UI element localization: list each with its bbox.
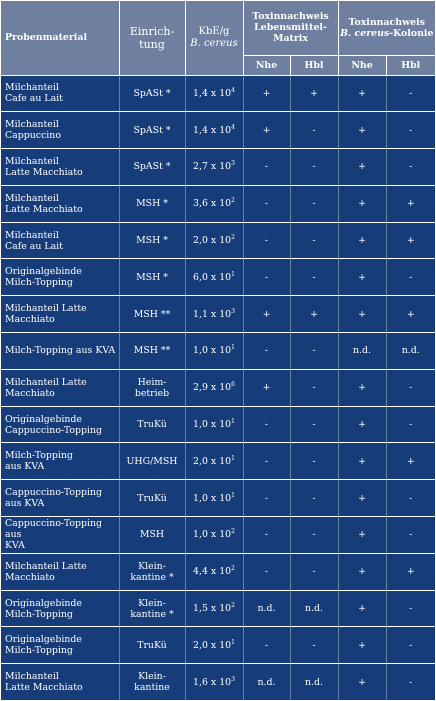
cell-matrix-hbl: - bbox=[290, 553, 338, 590]
cell-matrix-hbl: + bbox=[290, 296, 338, 333]
cell-matrix-nhe: - bbox=[243, 627, 290, 664]
cell-kbe: 4,4 x $10^2$ bbox=[185, 553, 243, 590]
cell-kbe: 1,1 x $10^3$ bbox=[185, 296, 243, 333]
header-einrichtung: Einrich- tung bbox=[119, 1, 185, 75]
cell-kolonie-hbl: n.d. bbox=[386, 333, 435, 370]
cell-probenmaterial: Milchanteil Latte Macchiato bbox=[1, 369, 119, 406]
cell-matrix-nhe: - bbox=[243, 517, 290, 554]
cell-kbe: 1,4 x $10^4$ bbox=[185, 75, 243, 112]
cell-kbe: 1,0 x $10^1$ bbox=[185, 333, 243, 370]
cell-kolonie-hbl: - bbox=[386, 664, 435, 701]
cell-probenmaterial: Milch-Topping aus KVA bbox=[1, 333, 119, 370]
cell-matrix-hbl: - bbox=[290, 333, 338, 370]
cell-matrix-nhe: - bbox=[243, 333, 290, 370]
table-row bbox=[1, 222, 435, 259]
table-row bbox=[1, 406, 435, 443]
cell-matrix-nhe: - bbox=[243, 185, 290, 222]
cell-kolonie-hbl: + bbox=[386, 553, 435, 590]
cell-probenmaterial: Originalgebinde Milch-Topping bbox=[1, 590, 119, 627]
cell-matrix-hbl: - bbox=[290, 112, 338, 149]
cell-einrichtung: SpASt * bbox=[119, 112, 185, 149]
header-kolonie-nhe: Nhe bbox=[338, 55, 386, 75]
cell-probenmaterial: Milchanteil Cafe au Lait bbox=[1, 222, 119, 259]
table-row bbox=[1, 369, 435, 406]
table-row bbox=[1, 480, 435, 517]
cell-probenmaterial: Milchanteil Cappuccino bbox=[1, 112, 119, 149]
cell-einrichtung: TruKü bbox=[119, 480, 185, 517]
cell-kolonie-hbl: - bbox=[386, 517, 435, 554]
cell-kolonie-hbl: - bbox=[386, 369, 435, 406]
cell-matrix-hbl: n.d. bbox=[290, 664, 338, 701]
table-row bbox=[1, 259, 435, 296]
header-kolonie-hbl: Hbl bbox=[386, 55, 435, 75]
cell-matrix-hbl: n.d. bbox=[290, 590, 338, 627]
cell-kolonie-nhe: + bbox=[338, 517, 386, 554]
table-row bbox=[1, 627, 435, 664]
table-header bbox=[1, 1, 435, 75]
header-toxin-matrix: Toxinnachweis Lebensmittel- Matrix bbox=[243, 1, 338, 55]
cell-kolonie-hbl: + bbox=[386, 222, 435, 259]
cell-kolonie-nhe: + bbox=[338, 259, 386, 296]
cell-kolonie-nhe: + bbox=[338, 149, 386, 186]
table-row bbox=[1, 590, 435, 627]
cell-matrix-hbl: - bbox=[290, 443, 338, 480]
cell-matrix-hbl: - bbox=[290, 480, 338, 517]
cell-kolonie-nhe: + bbox=[338, 480, 386, 517]
cell-matrix-nhe: + bbox=[243, 369, 290, 406]
cell-kbe: 1,0 x $10^2$ bbox=[185, 517, 243, 554]
cell-matrix-nhe: - bbox=[243, 480, 290, 517]
cell-probenmaterial: Milchanteil Latte Macchiato bbox=[1, 185, 119, 222]
cell-kolonie-nhe: + bbox=[338, 369, 386, 406]
cell-kolonie-nhe: + bbox=[338, 664, 386, 701]
results-table-container bbox=[0, 1, 436, 700]
cell-kbe: 1,0 x $10^1$ bbox=[185, 480, 243, 517]
cell-matrix-hbl: - bbox=[290, 149, 338, 186]
cell-matrix-hbl: - bbox=[290, 627, 338, 664]
header-matrix-hbl: Hbl bbox=[290, 55, 338, 75]
cell-kbe: 1,5 x $10^2$ bbox=[185, 590, 243, 627]
cell-matrix-nhe: - bbox=[243, 222, 290, 259]
cell-einrichtung: MSH ** bbox=[119, 296, 185, 333]
cell-kbe: 2,7 x $10^3$ bbox=[185, 149, 243, 186]
cell-matrix-hbl: - bbox=[290, 406, 338, 443]
cell-probenmaterial: Milchanteil Latte Macchiato bbox=[1, 296, 119, 333]
cell-matrix-nhe: - bbox=[243, 553, 290, 590]
cell-kbe: 2,0 x $10^2$ bbox=[185, 222, 243, 259]
cell-matrix-hbl: - bbox=[290, 185, 338, 222]
cell-einrichtung: TruKü bbox=[119, 406, 185, 443]
cell-kolonie-nhe: + bbox=[338, 627, 386, 664]
table-row bbox=[1, 664, 435, 701]
table-row bbox=[1, 553, 435, 590]
table-body bbox=[1, 75, 435, 701]
cell-einrichtung: Klein- kantine * bbox=[119, 590, 185, 627]
cell-einrichtung: MSH ** bbox=[119, 333, 185, 370]
table-row bbox=[1, 149, 435, 186]
table-row bbox=[1, 333, 435, 370]
cell-matrix-hbl: - bbox=[290, 369, 338, 406]
table-row bbox=[1, 296, 435, 333]
cell-kolonie-hbl: + bbox=[386, 443, 435, 480]
cell-matrix-nhe: - bbox=[243, 406, 290, 443]
cell-kolonie-nhe: n.d. bbox=[338, 333, 386, 370]
cell-kolonie-hbl: - bbox=[386, 480, 435, 517]
cell-matrix-nhe: - bbox=[243, 149, 290, 186]
header-kbe: KbE/g B. cereus bbox=[185, 1, 243, 75]
cell-matrix-hbl: - bbox=[290, 517, 338, 554]
cell-kbe: 3,6 x $10^2$ bbox=[185, 185, 243, 222]
cell-probenmaterial: Originalgebinde Cappuccino-Topping bbox=[1, 406, 119, 443]
cell-probenmaterial: Cappuccino-Topping aus KVA bbox=[1, 517, 119, 554]
cell-matrix-nhe: n.d. bbox=[243, 664, 290, 701]
header-matrix-nhe: Nhe bbox=[243, 55, 290, 75]
cell-probenmaterial: Milchanteil Latte Macchiato bbox=[1, 664, 119, 701]
cell-kbe: 6,0 x $10^1$ bbox=[185, 259, 243, 296]
cell-matrix-nhe: + bbox=[243, 296, 290, 333]
table-row bbox=[1, 75, 435, 112]
cell-matrix-nhe: + bbox=[243, 75, 290, 112]
cell-matrix-hbl: - bbox=[290, 222, 338, 259]
cell-matrix-hbl: - bbox=[290, 259, 338, 296]
table-row bbox=[1, 443, 435, 480]
cell-kbe: 2,0 x $10^1$ bbox=[185, 627, 243, 664]
cell-kolonie-hbl: - bbox=[386, 590, 435, 627]
cell-kolonie-hbl: - bbox=[386, 75, 435, 112]
cell-kbe: 2,9 x $10^6$ bbox=[185, 369, 243, 406]
cell-matrix-nhe: - bbox=[243, 443, 290, 480]
cell-probenmaterial: Originalgebinde Milch-Topping bbox=[1, 627, 119, 664]
cell-einrichtung: MSH * bbox=[119, 259, 185, 296]
cell-einrichtung: Klein- kantine bbox=[119, 664, 185, 701]
cell-matrix-nhe: n.d. bbox=[243, 590, 290, 627]
cell-matrix-nhe: - bbox=[243, 259, 290, 296]
cell-kolonie-nhe: + bbox=[338, 185, 386, 222]
cell-kolonie-nhe: + bbox=[338, 553, 386, 590]
table-row bbox=[1, 112, 435, 149]
cell-einrichtung: TruKü bbox=[119, 627, 185, 664]
cell-matrix-hbl: + bbox=[290, 75, 338, 112]
cell-einrichtung: MSH * bbox=[119, 185, 185, 222]
table-row bbox=[1, 517, 435, 554]
cell-einrichtung: Klein- kantine * bbox=[119, 553, 185, 590]
cell-kolonie-hbl: - bbox=[386, 627, 435, 664]
table-row bbox=[1, 185, 435, 222]
cell-einrichtung: UHG/MSH bbox=[119, 443, 185, 480]
cell-kbe: 2,0 x $10^1$ bbox=[185, 443, 243, 480]
cell-kolonie-hbl: - bbox=[386, 112, 435, 149]
cell-kolonie-nhe: + bbox=[338, 443, 386, 480]
cell-kbe: 1,0 x $10^1$ bbox=[185, 406, 243, 443]
cell-kbe: 1,4 x $10^4$ bbox=[185, 112, 243, 149]
cell-probenmaterial: Milch-Topping aus KVA bbox=[1, 443, 119, 480]
cell-kolonie-nhe: + bbox=[338, 222, 386, 259]
cell-kolonie-hbl: + bbox=[386, 185, 435, 222]
cell-einrichtung: Heim- betrieb bbox=[119, 369, 185, 406]
cell-probenmaterial: Milchanteil Cafe au Lait bbox=[1, 75, 119, 112]
cell-kolonie-hbl: + bbox=[386, 296, 435, 333]
cell-kolonie-nhe: + bbox=[338, 296, 386, 333]
cell-probenmaterial: Originalgebinde Milch-Topping bbox=[1, 259, 119, 296]
header-toxin-kolonie: Toxinnachweis B. cereus-Kolonie bbox=[338, 1, 435, 55]
cell-kolonie-hbl: - bbox=[386, 149, 435, 186]
cell-kolonie-nhe: + bbox=[338, 112, 386, 149]
cell-einrichtung: MSH bbox=[119, 517, 185, 554]
cell-kolonie-hbl: - bbox=[386, 259, 435, 296]
cell-kolonie-nhe: + bbox=[338, 590, 386, 627]
cell-probenmaterial: Cappuccino-Topping aus KVA bbox=[1, 480, 119, 517]
cell-matrix-nhe: + bbox=[243, 112, 290, 149]
cell-kolonie-nhe: + bbox=[338, 406, 386, 443]
cell-probenmaterial: Milchanteil Latte Macchiato bbox=[1, 553, 119, 590]
cell-einrichtung: SpASt * bbox=[119, 75, 185, 112]
header-probenmaterial: Probenmaterial bbox=[1, 1, 119, 75]
cell-einrichtung: SpASt * bbox=[119, 149, 185, 186]
cell-einrichtung: MSH * bbox=[119, 222, 185, 259]
cell-kolonie-nhe: + bbox=[338, 75, 386, 112]
cell-probenmaterial: Milchanteil Latte Macchiato bbox=[1, 149, 119, 186]
cell-kolonie-hbl: - bbox=[386, 406, 435, 443]
cell-kbe: 1,6 x $10^3$ bbox=[185, 664, 243, 701]
results-table bbox=[1, 1, 435, 701]
